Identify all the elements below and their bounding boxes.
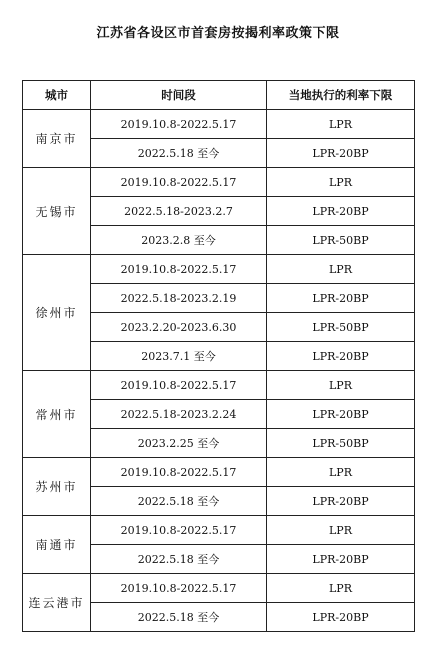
rate-cell: LPR-20BP [267, 487, 415, 516]
rate-cell: LPR-50BP [267, 313, 415, 342]
table-body [23, 110, 415, 632]
period-cell: 2023.2.20-2023.6.30 [91, 313, 267, 342]
period-cell: 2023.7.1 至今 [91, 342, 267, 371]
city-cell: 南京市 [23, 110, 91, 168]
rate-cell: LPR [267, 516, 415, 545]
period-cell: 2019.10.8-2022.5.17 [91, 516, 267, 545]
period-cell: 2019.10.8-2022.5.17 [91, 458, 267, 487]
rate-cell: LPR-50BP [267, 429, 415, 458]
table-row [23, 110, 415, 139]
city-cell: 连云港市 [23, 574, 91, 632]
header-period: 时间段 [91, 81, 267, 110]
rate-cell: LPR-20BP [267, 284, 415, 313]
period-cell: 2019.10.8-2022.5.17 [91, 168, 267, 197]
period-cell: 2023.2.8 至今 [91, 226, 267, 255]
rate-cell: LPR [267, 458, 415, 487]
period-cell: 2019.10.8-2022.5.17 [91, 574, 267, 603]
period-cell: 2019.10.8-2022.5.17 [91, 371, 267, 400]
period-cell: 2022.5.18 至今 [91, 139, 267, 168]
city-cell: 无锡市 [23, 168, 91, 255]
table-row [23, 255, 415, 284]
rate-cell: LPR-20BP [267, 342, 415, 371]
header-city: 城市 [23, 81, 91, 110]
city-cell: 苏州市 [23, 458, 91, 516]
city-cell: 徐州市 [23, 255, 91, 371]
rate-cell: LPR [267, 110, 415, 139]
period-cell: 2019.10.8-2022.5.17 [91, 110, 267, 139]
rate-cell: LPR [267, 371, 415, 400]
period-cell: 2022.5.18-2023.2.7 [91, 197, 267, 226]
rate-cell: LPR [267, 255, 415, 284]
city-cell: 南通市 [23, 516, 91, 574]
period-cell: 2022.5.18 至今 [91, 603, 267, 632]
table-header-row [23, 81, 415, 110]
table-row [23, 371, 415, 400]
table-row [23, 516, 415, 545]
rate-cell: LPR [267, 574, 415, 603]
page-title: 江苏省各设区市首套房按揭利率政策下限 [96, 26, 340, 41]
table-row [23, 574, 415, 603]
table-row [23, 458, 415, 487]
rate-cell: LPR-20BP [267, 139, 415, 168]
rate-table [22, 80, 415, 632]
period-cell: 2019.10.8-2022.5.17 [91, 255, 267, 284]
rate-cell: LPR-20BP [267, 603, 415, 632]
rate-cell: LPR-20BP [267, 400, 415, 429]
period-cell: 2022.5.18 至今 [91, 545, 267, 574]
period-cell: 2022.5.18-2023.2.24 [91, 400, 267, 429]
period-cell: 2022.5.18-2023.2.19 [91, 284, 267, 313]
table-row [23, 168, 415, 197]
rate-cell: LPR [267, 168, 415, 197]
rate-cell: LPR-50BP [267, 226, 415, 255]
header-rate: 当地执行的利率下限 [267, 81, 415, 110]
rate-cell: LPR-20BP [267, 545, 415, 574]
period-cell: 2022.5.18 至今 [91, 487, 267, 516]
rate-cell: LPR-20BP [267, 197, 415, 226]
city-cell: 常州市 [23, 371, 91, 458]
period-cell: 2023.2.25 至今 [91, 429, 267, 458]
